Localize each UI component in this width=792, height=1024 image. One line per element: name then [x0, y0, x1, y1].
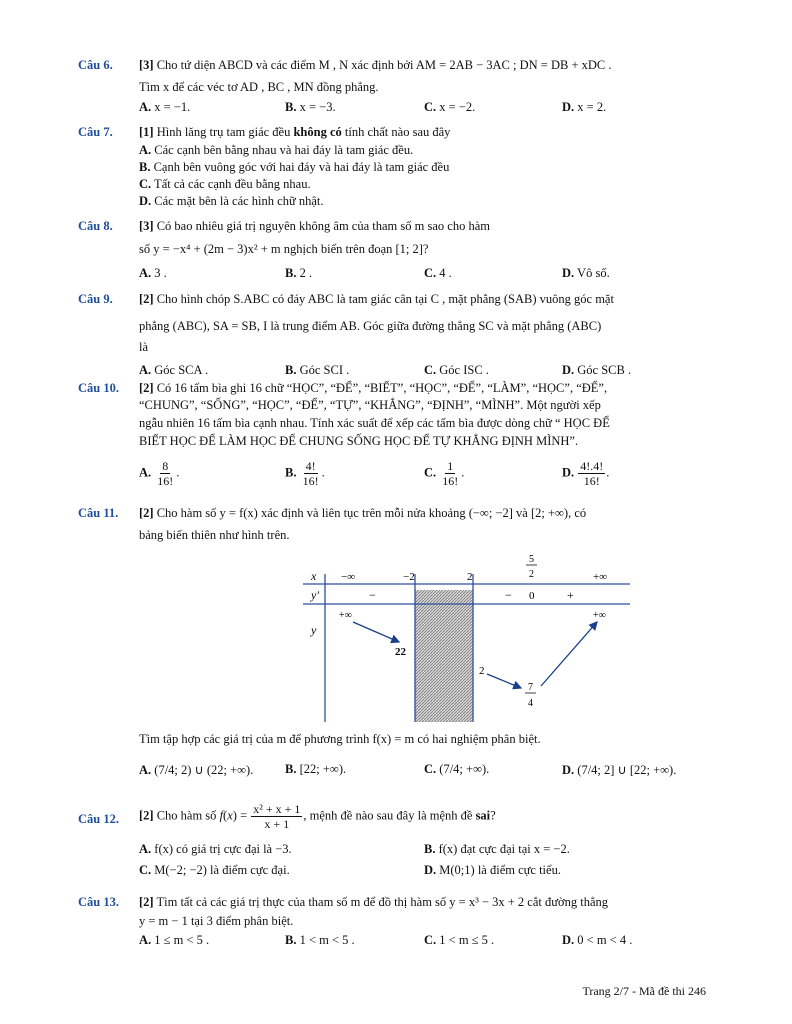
option-b: B. Góc SCI . [285, 363, 350, 377]
x-value: −2 [403, 571, 415, 583]
option-letter: D. [139, 194, 152, 208]
y-value: +∞ [339, 610, 352, 621]
option-letter: C. [139, 177, 152, 191]
question-number: Câu 13. [78, 895, 119, 909]
page-footer: Trang 2/7 - Mã đề thi 246 [582, 984, 706, 998]
option-a: A. (7/4; 2) ∪ (22; +∞). [139, 763, 254, 777]
question-text: [2] Tìm tất cả các giá trị thực của tham số m để đồ thị hàm số y = x³ − 3x + 2 cắt đường thẳng [139, 895, 609, 909]
question-text: [3] Cho tứ diện ABCD và các điểm M , N xác định bởi AM = 2AB − 3AC ; DN = DB + xDC . [139, 58, 612, 72]
variation-table [295, 552, 635, 722]
option-letter: B. [139, 160, 151, 174]
row-label-x: x [311, 569, 317, 583]
question-text-2: số y = −x⁴ + (2m − 3)x² + m nghịch biến trên đoạn [1; 2]? [139, 242, 429, 256]
y-value: 2 [479, 665, 485, 677]
option-letter: B. [285, 933, 297, 947]
option-d: D. Vô số. [562, 266, 610, 280]
question-text: [1] Hình lăng trụ tam giác đều không có tính chất nào sau đây [139, 125, 451, 139]
option-c: C. x = −2. [424, 100, 476, 114]
x-value-den: 2 [529, 569, 534, 580]
option-a: A. Các cạnh bên bằng nhau và hai đáy là tam giác đều. [139, 143, 414, 157]
option-d: D. (7/4; 2] ∪ [22; +∞). [562, 763, 677, 777]
fraction: $\frac{1}{16!}$ [442, 459, 459, 488]
question-number: Câu 10. [78, 381, 119, 395]
option-b: B. Cạnh bên vuông góc với hai đáy và hai đáy là tam giác đều [139, 160, 450, 174]
option-letter: D. [562, 266, 575, 280]
option-c: C. (7/4; +∞). [424, 762, 490, 776]
question-number: Câu 11. [78, 506, 119, 520]
option-d: D. x = 2. [562, 100, 607, 114]
option-letter: D. [562, 763, 575, 777]
row-label-yprime: y' [311, 588, 319, 602]
decrease-arrow [353, 622, 399, 642]
question-text-2: Tìm x để các véc tơ AD , BC , MN đồng phẳng. [139, 80, 379, 94]
question-text-2: bảng biến thiên như hình trên. [139, 528, 290, 542]
option-c: C. 4 . [424, 266, 452, 280]
option-d: D. 0 < m < 4 . [562, 933, 633, 947]
x-value: 2 [467, 571, 473, 583]
question-number: Câu 9. [78, 292, 113, 306]
option-letter: A. [139, 100, 152, 114]
option-d: D. Các mặt bên là các hình chữ nhật. [139, 194, 324, 208]
decrease-arrow [487, 674, 521, 688]
option-a: A. $\frac{8}{16!}$ . [139, 459, 180, 488]
option-letter: B. [424, 842, 436, 856]
option-letter: C. [424, 100, 437, 114]
question-text-2: y = m − 1 tại 3 điểm phân biệt. [139, 914, 294, 928]
option-letter: A. [139, 266, 152, 280]
option-letter: C. [139, 863, 152, 877]
option-b: B. $\frac{4!}{16!}$ . [285, 459, 325, 488]
option-b: B. x = −3. [285, 100, 336, 114]
y-value: +∞ [593, 610, 606, 621]
yprime-sign: − [369, 588, 376, 602]
question-text: [2] Cho hàm số f(x) = $\frac{\text{x² + x + 1}}{x + 1}$ , mệnh đề nào sau đây là mệnh đề sai? [139, 802, 496, 831]
option-letter: C. [424, 933, 437, 947]
option-letter: C. [424, 266, 437, 280]
option-letter: B. [285, 100, 297, 114]
question-number: Câu 12. [78, 812, 119, 826]
yprime-sign: − [505, 588, 512, 602]
y-value: 22 [395, 646, 406, 658]
option-a: A. 1 ≤ m < 5 . [139, 933, 210, 947]
y-value-den: 4 [528, 698, 533, 709]
x-value: +∞ [593, 571, 608, 583]
option-a: A. x = −1. [139, 100, 191, 114]
option-letter: B. [285, 762, 297, 776]
question-number: Câu 6. [78, 58, 113, 72]
fraction: $\frac{\text{x² + x + 1}}{x + 1}$ [253, 802, 301, 831]
option-c: C. $\frac{1}{16!}$ . [424, 459, 465, 488]
question-text: [2] Cho hàm số y = f(x) xác định và liên tục trên mỗi nửa khoảng (−∞; −2] và [2; +∞), có [139, 506, 587, 520]
option-b: B. f(x) đạt cực đại tại x = −2. [424, 842, 570, 856]
option-letter: D. [424, 863, 437, 877]
question-number: Câu 8. [78, 219, 113, 233]
yprime-sign: 0 [529, 590, 535, 602]
x-value: −∞ [341, 571, 356, 583]
option-letter: B. [285, 363, 297, 377]
option-letter: D. [562, 933, 575, 947]
option-letter: C. [424, 762, 437, 776]
option-b: B. [22; +∞). [285, 762, 347, 776]
yprime-sign: + [567, 588, 574, 602]
option-c: C. Góc ISC . [424, 363, 489, 377]
option-b: B. 1 < m < 5 . [285, 933, 355, 947]
option-letter: A. [139, 363, 152, 377]
question-text: [2] Có 16 tấm bìa ghi 16 chữ “HỌC”, “ĐỂ”, “BIẾT”, “HỌC”, “ĐỂ”, “LÀM”, “HỌC”, “ĐỂ”, [139, 381, 608, 395]
x-value-num: 5 [529, 554, 534, 565]
option-c: C. Tất cả các cạnh đều bằng nhau. [139, 177, 311, 191]
option-c: C. M(−2; −2) là điểm cực đại. [139, 863, 290, 877]
option-letter: C. [424, 363, 437, 377]
option-d: D. M(0;1) là điểm cực tiểu. [424, 863, 561, 877]
row-label-y: y [311, 623, 317, 637]
fraction: $\frac{4!.4!}{16!}$ [580, 459, 604, 488]
option-c: C. 1 < m ≤ 5 . [424, 933, 495, 947]
y-value-num: 7 [528, 682, 533, 693]
option-letter: D. [562, 363, 575, 377]
option-b: B. 2 . [285, 266, 313, 280]
option-letter: A. [139, 842, 152, 856]
question-text-4: BIẾT HỌC ĐỂ LÀM HỌC ĐỂ CHUNG SỐNG HỌC ĐỂ TỰ KHẲNG ĐỊNH MÌNH”. [139, 434, 579, 448]
question-text: [2] Cho hình chóp S.ABC có đáy ABC là tam giác cân tại C , mặt phẳng (SAB) vuông góc mặt [139, 292, 614, 306]
option-d: D. Góc SCB . [562, 363, 632, 377]
option-letter: B. [285, 266, 297, 280]
option-letter: A. [139, 143, 152, 157]
option-letter: D. [562, 100, 575, 114]
question-number: Câu 7. [78, 125, 113, 139]
option-d: D. $\frac{4!.4!}{16!}$ . [562, 459, 610, 488]
question-text-3: Tìm tập hợp các giá trị của m để phương trình f(x) = m có hai nghiệm phân biệt. [139, 732, 541, 746]
option-letter: A. [139, 933, 152, 947]
option-a: A. 3 . [139, 266, 167, 280]
question-text: [3] Có bao nhiêu giá trị nguyên không âm của tham số m sao cho hàm [139, 219, 490, 233]
question-text-2: “CHUNG”, “SỐNG”, “HỌC”, “ĐỂ”, “TỰ”, “KHẲNG”, “ĐỊNH”, “MÌNH”. Một người xếp [139, 398, 601, 412]
option-a: A. f(x) có giá trị cực đại là −3. [139, 842, 292, 856]
question-text-3: ngẫu nhiên 16 tấm bìa cạnh nhau. Tính xác suất để xếp các tấm bìa được dòng chữ “ HỌC ĐỂ [139, 416, 610, 430]
increase-arrow [541, 622, 597, 686]
fraction: $\frac{8}{16!}$ [157, 459, 174, 488]
question-text-3: là [139, 340, 149, 354]
question-text-2: phẳng (ABC), SA = SB, I là trung điểm AB. Góc giữa đường thẳng SC và mặt phẳng (ABC) [139, 319, 602, 333]
option-a: A. Góc SCA . [139, 363, 209, 377]
fraction: $\frac{4!}{16!}$ [302, 459, 319, 488]
hatched-region [415, 590, 473, 722]
option-letter: A. [139, 763, 152, 777]
